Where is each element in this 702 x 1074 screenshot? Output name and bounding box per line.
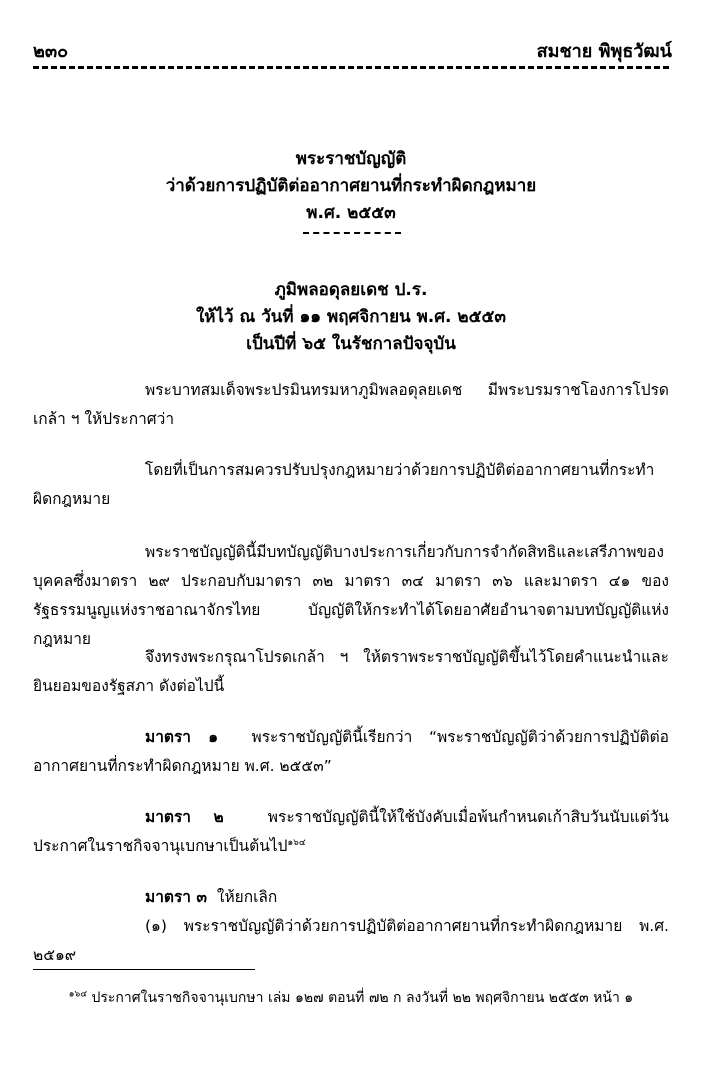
section-2-text: พระราชบัญญัตินี้ให้ใช้บังคับเมื่อพ้นกำหนดเก้าสิบวันนับแต่วันประกาศในราชกิจจานุเบกษาเป็นต้นไป	[33, 808, 669, 855]
header-divider	[33, 66, 669, 69]
section-3-item-1: (๑) พระราชบัญญัติว่าด้วยการปฏิบัติต่ออากาศยานที่กระทำผิดกฎหมาย พ.ศ. ๒๕๑๙	[33, 917, 669, 964]
footnote-number: ๑๖๔	[68, 989, 88, 1000]
act-title: พระราชบัญญัติ	[295, 149, 407, 169]
reign-year: เป็นปีที่ ๖๕ ในรัชกาลปัจจุบัน	[246, 334, 456, 354]
page-number: ๒๓๐	[33, 41, 69, 62]
section-1-text: พระราชบัญญัตินี้เรียกว่า “พระราชบัญญัติว่าด้วยการปฏิบัติต่ออากาศยานที่กระทำผิดกฎหมาย พ.ศ. ๒๕๕๓”	[33, 728, 669, 775]
act-subtitle: ว่าด้วยการปฏิบัติต่ออากาศยานที่กระทำผิดกฎหมาย	[165, 176, 537, 196]
act-year: พ.ศ. ๒๕๕๓	[306, 203, 396, 223]
royal-signature: ภูมิพลอดุลยเดช ป.ร.	[274, 280, 428, 300]
footnote	[0, 987, 702, 1009]
author-name: สมชาย พิพุธวัฒน์	[536, 41, 672, 62]
section-3-text: ให้ยกเลิก	[216, 888, 278, 906]
given-date: ให้ไว้ ณ วันที่ ๑๑ พฤศจิกายน พ.ศ. ๒๕๕๓	[196, 307, 506, 327]
footnote-text: ประกาศในราชกิจจานุเบกษา เล่ม ๑๒๗ ตอนที่ ๗๒ ก ลงวันที่ ๒๒ พฤศจิกายน ๒๕๕๓ หน้า ๑	[87, 990, 634, 1006]
section-3-label: มาตรา ๓	[145, 888, 208, 906]
section-1	[33, 723, 669, 781]
section-3	[33, 883, 669, 912]
proclamation-paragraph: พระบาทสมเด็จพระปรมินทรมหาภูมิพลอดุลยเดช มีพระบรมราชโองการโปรดเกล้า ฯ ให้ประกาศว่า	[33, 381, 669, 428]
section-2	[33, 803, 669, 861]
title-divider	[303, 232, 401, 234]
enactment-paragraph: จึงทรงพระกรุณาโปรดเกล้า ฯ ให้ตราพระราชบัญญัติขึ้นไว้โดยคำแนะนำและยินยอมของรัฐสภา ดังต่อไปนี้	[33, 648, 669, 695]
restriction-paragraph: พระราชบัญญัตินี้มีบทบัญญัติบางประการเกี่ยวกับการจำกัดสิทธิและเสรีภาพของบุคคลซึ่งมาตรา ๒๙ ประกอบกับมาตรา ๓๒ มาตรา ๓๔ มาตรา ๓๖ และมาตรา ๔๑ ของรัฐธรรมนูญแห่งราชอาณาจักรไทย บัญญัติให้กระทำได้โดยอาศัยอำนาจตามบทบัญญัติแห่งกฎหมาย	[33, 543, 669, 648]
footnote-reference[interactable]: ๑๖๔	[287, 837, 306, 848]
footnote-divider	[33, 969, 255, 970]
preamble-paragraph: โดยที่เป็นการสมควรปรับปรุงกฎหมายว่าด้วยการปฏิบัติต่ออากาศยานที่กระทำผิดกฎหมาย	[33, 461, 655, 508]
section-1-label: มาตรา ๑	[145, 728, 219, 746]
section-2-label: มาตรา ๒	[145, 808, 224, 826]
